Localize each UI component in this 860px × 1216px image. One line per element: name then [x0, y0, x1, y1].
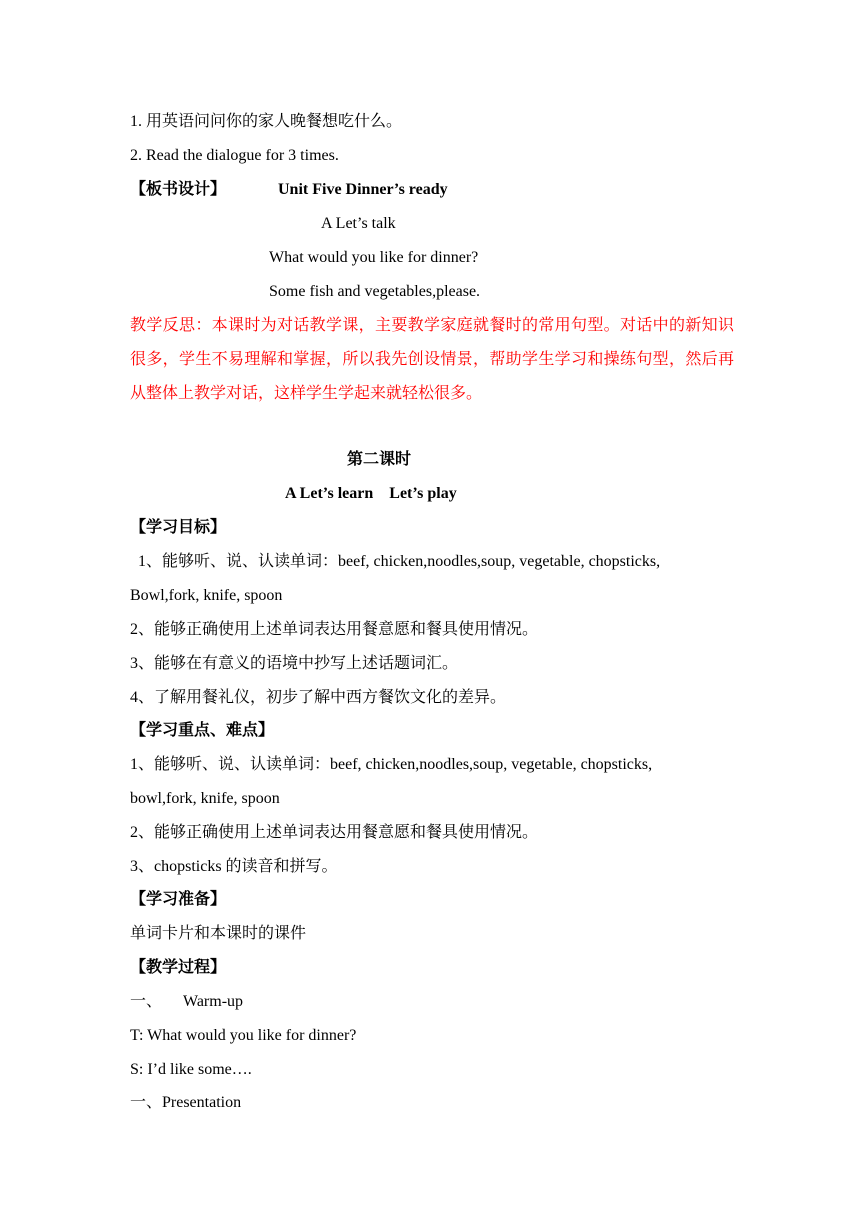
learning-goals-heading: 【学习目标】 — [130, 519, 227, 536]
lesson-subtitle: A Let’s learn Let’s play — [285, 485, 457, 502]
step-1-title: Warm-up — [183, 993, 244, 1010]
teacher-line: T: What would you like for dinner? — [130, 1027, 357, 1044]
board-design-title: Unit Five Dinner’s ready — [278, 181, 448, 198]
step-1-number: 一、 — [130, 993, 163, 1010]
goal-3: 3、能够在有意义的语境中抄写上述话题词汇。 — [130, 655, 459, 672]
homework-item-1: 1. 用英语问问你的家人晚餐想吃什么。 — [130, 113, 403, 130]
goal-2: 2、能够正确使用上述单词表达用餐意愿和餐具使用情况。 — [130, 621, 539, 638]
goal-1-line-a: 1、能够听、说、认读单词：beef, chicken,noodles,soup, vegetable, chopsticks, — [138, 553, 661, 570]
homework-item-2: 2. Read the dialogue for 3 times. — [130, 147, 339, 164]
board-line-2: What would you like for dinner? — [269, 249, 479, 266]
key-point-1-line-a: 1、能够听、说、认读单词：beef, chicken,noodles,soup, vegetable, chopsticks, — [130, 756, 653, 773]
board-line-1: A Let’s talk — [321, 215, 396, 232]
board-line-3: Some fish and vegetables,please. — [269, 283, 481, 300]
key-point-1-line-b: bowl,fork, knife, spoon — [130, 790, 280, 807]
preparation-heading: 【学习准备】 — [130, 891, 227, 908]
preparation-text: 单词卡片和本课时的课件 — [130, 925, 307, 942]
student-line: S: I’d like some…. — [130, 1061, 252, 1078]
goal-1-line-b: Bowl,fork, knife, spoon — [130, 587, 283, 604]
key-point-3: 3、chopsticks 的读音和拼写。 — [130, 858, 338, 875]
step-2-title: 一、Presentation — [130, 1094, 242, 1111]
teaching-reflection: 教学反思：本课时为对话教学课，主要教学家庭就餐时的常用句型。对话中的新知识很多，学生不易理解和掌握，所以我先创设情景，帮助学生学习和操练句型，然后再从整体上教学对话，这样学生学起来就轻松很多。 — [130, 317, 734, 402]
board-design-heading: 【板书设计】 — [130, 181, 227, 198]
goal-4: 4、了解用餐礼仪，初步了解中西方餐饮文化的差异。 — [130, 689, 507, 706]
lesson-title: 第二课时 — [347, 451, 412, 468]
process-heading: 【教学过程】 — [130, 959, 227, 976]
key-point-2: 2、能够正确使用上述单词表达用餐意愿和餐具使用情况。 — [130, 824, 539, 841]
key-points-heading: 【学习重点、难点】 — [130, 722, 275, 739]
